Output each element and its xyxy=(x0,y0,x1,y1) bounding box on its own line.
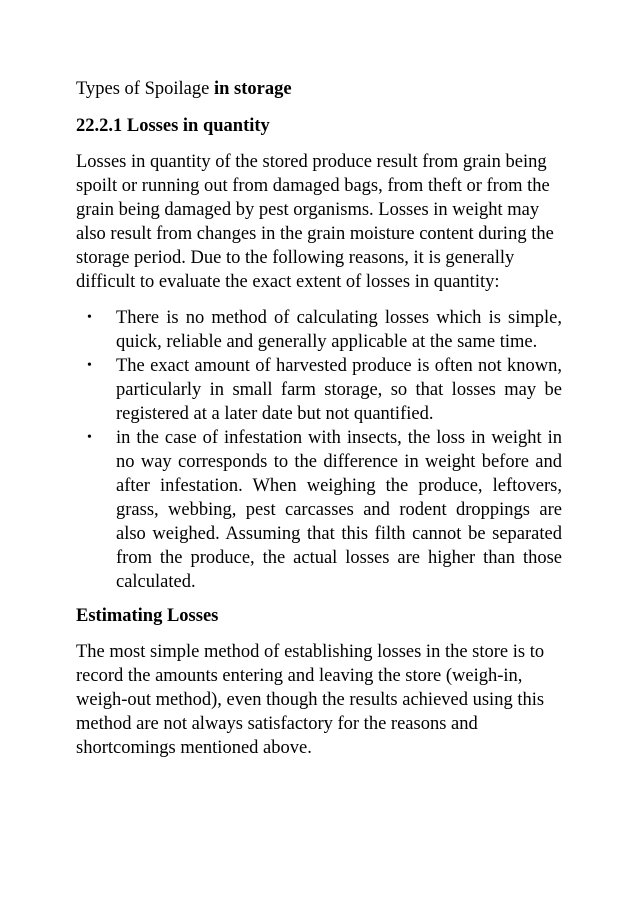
estimating-losses-heading: Estimating Losses xyxy=(76,606,219,626)
bullet-text: The exact amount of harvested produce is often not known, particularly in small farm storage, so that losses may be registered at a later date but not quantified. xyxy=(116,356,562,424)
bullet-dot-icon: • xyxy=(87,430,92,445)
bullet-dot-icon: • xyxy=(87,358,92,373)
estimating-paragraph: The most simple method of establishing losses in the store is to record the amounts entering and leaving the store (weigh-in, weigh-out method), even though the results achieved using this method are not always satisfactory for the reasons and shortcomings mentioned above. xyxy=(76,642,545,758)
bullet-dot-icon: • xyxy=(87,310,92,325)
bullet-item xyxy=(76,426,562,594)
bullet-item xyxy=(76,306,562,354)
section-heading: 22.2.1 Losses in quantity xyxy=(76,116,270,136)
intro-paragraph: Losses in quantity of the stored produce result from grain being spoilt or running out from damaged bags, from theft or from the grain being damaged by pest organisms. Losses in weight may also result from changes in the grain moisture content during the storage period. Due to the following reasons, it is generally difficult to evaluate the exact extent of losses in quantity: xyxy=(76,152,554,292)
losses-bullet-list xyxy=(76,306,562,594)
bullet-text: in the case of infestation with insects, the loss in weight in no way corresponds to the difference in weight before and after infestation. When weighing the produce, leftovers, grass, webbing, pest carcasses and rodent droppings are also weighed. Assuming that this filth cannot be separated from the produce, the actual losses are higher than those calculated. xyxy=(116,428,562,592)
title-bold-text: in storage xyxy=(213,79,292,99)
page-title xyxy=(76,77,562,101)
title-normal-text: Types of Spoilage xyxy=(76,79,214,99)
document-page xyxy=(76,77,562,772)
bullet-item xyxy=(76,354,562,426)
bullet-text: There is no method of calculating losses which is simple, quick, reliable and generally applicable at the same time. xyxy=(116,308,562,352)
